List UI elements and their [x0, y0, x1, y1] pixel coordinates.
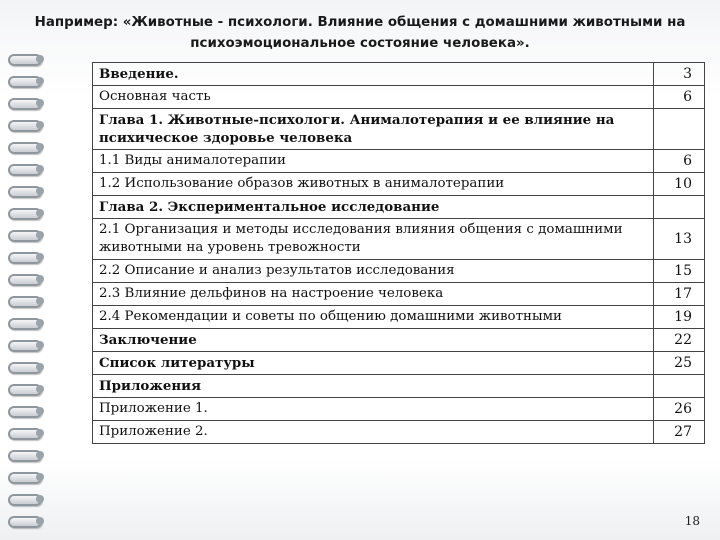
toc-page-number: 19 [654, 306, 705, 329]
spiral-ring [6, 448, 46, 462]
toc-title: Глава 2. Экспериментальное исследование [93, 196, 654, 219]
toc-title: Основная часть [93, 86, 654, 109]
toc-title: Заключение [93, 329, 654, 352]
toc-row [93, 150, 705, 173]
toc-row [93, 306, 705, 329]
toc-page-number: 3 [654, 63, 705, 86]
toc-page-number: 25 [654, 352, 705, 375]
toc-title: Список литературы [93, 352, 654, 375]
toc-row [93, 173, 705, 196]
toc-row [93, 421, 705, 444]
toc-page-number: 6 [654, 150, 705, 173]
spiral-ring [6, 228, 46, 242]
spiral-ring [6, 74, 46, 88]
toc-row [93, 329, 705, 352]
toc-title: 2.1 Организация и методы исследования влияния общения с домашними животными на уровень тревожности [93, 219, 654, 260]
heading-line-2: психоэмоциональное состояние человека». [190, 36, 530, 51]
toc-page-number: 26 [654, 398, 705, 421]
toc-title: Приложение 2. [93, 421, 654, 444]
spiral-ring [6, 162, 46, 176]
toc-row [93, 375, 705, 398]
spiral-ring [6, 96, 46, 110]
spiral-ring [6, 382, 46, 396]
spiral-binding [6, 52, 48, 540]
spiral-ring [6, 492, 46, 506]
toc-row [93, 398, 705, 421]
toc-row [93, 283, 705, 306]
toc-row [93, 109, 705, 150]
spiral-ring [6, 294, 46, 308]
toc-row [93, 352, 705, 375]
toc-row [93, 63, 705, 86]
spiral-ring [6, 206, 46, 220]
toc-page-number: 27 [654, 421, 705, 444]
toc-row [93, 86, 705, 109]
page-heading [0, 12, 720, 54]
heading-line-1: Например: «Животные - психологи. Влияние общения с домашними животными на [34, 15, 686, 30]
toc-page-number: 6 [654, 86, 705, 109]
toc-title: Приложение 1. [93, 398, 654, 421]
toc-title: Введение. [93, 63, 654, 86]
toc-title: 1.1 Виды анималотерапии [93, 150, 654, 173]
spiral-ring [6, 316, 46, 330]
toc-title: Приложения [93, 375, 654, 398]
toc-page-number: 15 [654, 260, 705, 283]
toc-row [93, 219, 705, 260]
toc-page-number: 13 [654, 219, 705, 260]
spiral-ring [6, 404, 46, 418]
spiral-ring [6, 426, 46, 440]
toc-page-number: 17 [654, 283, 705, 306]
spiral-ring [6, 184, 46, 198]
spiral-ring [6, 52, 46, 66]
spiral-ring [6, 514, 46, 528]
toc-page-number [654, 375, 705, 398]
spiral-ring [6, 140, 46, 154]
toc-title: 2.2 Описание и анализ результатов исследования [93, 260, 654, 283]
toc-title: 1.2 Использование образов животных в анималотерапии [93, 173, 654, 196]
spiral-ring [6, 250, 46, 264]
table-of-contents [92, 62, 705, 444]
toc-page-number [654, 109, 705, 150]
spiral-ring [6, 470, 46, 484]
toc-page-number: 10 [654, 173, 705, 196]
spiral-ring [6, 272, 46, 286]
toc-row [93, 196, 705, 219]
toc-row [93, 260, 705, 283]
slide-number: 18 [684, 514, 700, 528]
toc-page-number [654, 196, 705, 219]
toc-title: 2.4 Рекомендации и советы по общению домашними животными [93, 306, 654, 329]
spiral-ring [6, 360, 46, 374]
toc-title: 2.3 Влияние дельфинов на настроение человека [93, 283, 654, 306]
spiral-ring [6, 118, 46, 132]
spiral-ring [6, 338, 46, 352]
toc-title: Глава 1. Животные-психологи. Анималотерапия и ее влияние на психическое здоровье человека [93, 109, 654, 150]
toc-page-number: 22 [654, 329, 705, 352]
